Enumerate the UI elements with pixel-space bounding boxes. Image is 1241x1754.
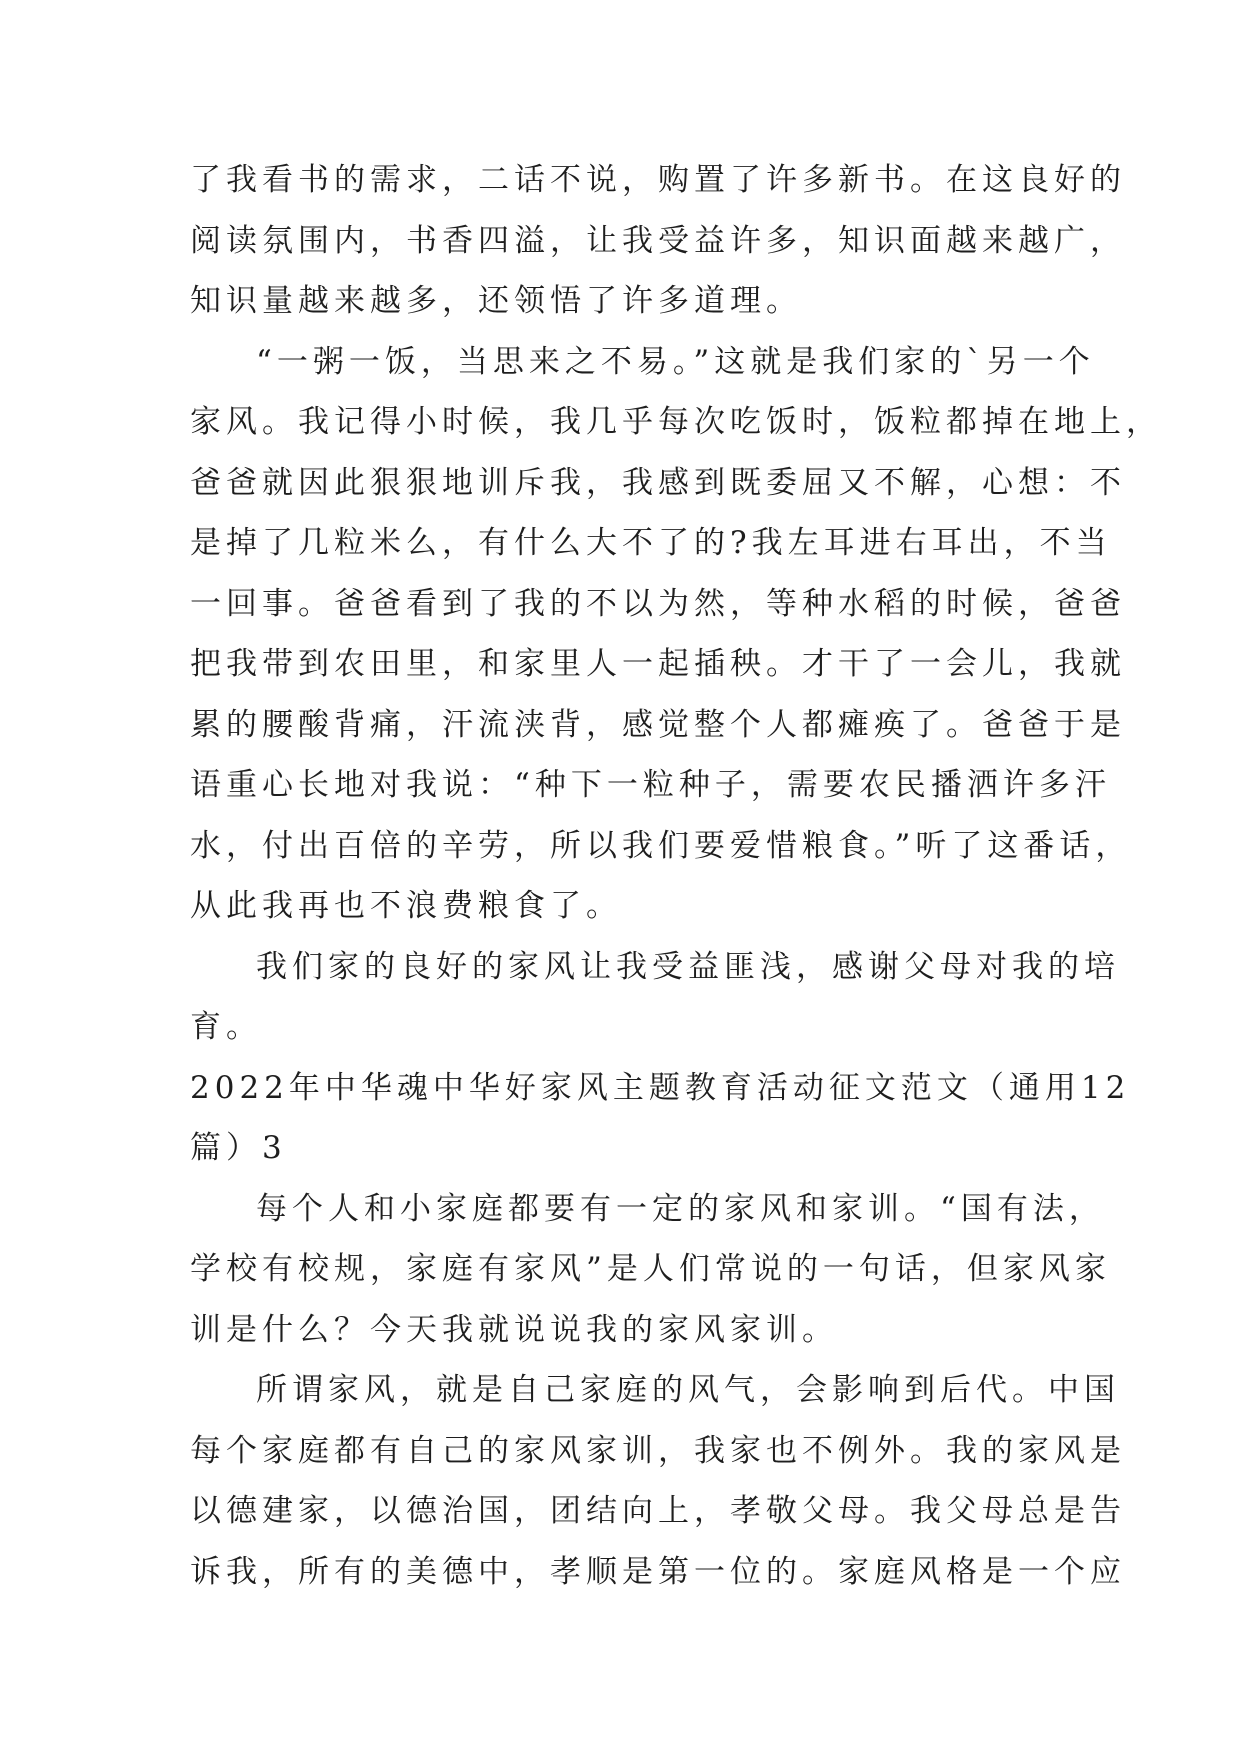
text-line: 水，付出百倍的辛劳，所以我们要爱惜粮食。”听了这番话，: [190, 827, 1132, 864]
text-line: 育。: [190, 1009, 262, 1045]
document-body: [190, 150, 1162, 1602]
text-line: 累的腰酸背痛，汗流浃背，感觉整个人都瘫痪了。爸爸于是: [190, 706, 1126, 743]
text-line: 语重心长地对我说：“种下一粒种子，需要农民播洒许多汗: [190, 767, 1111, 803]
text-line: 学校有校规，家庭有家风”是人们常说的一句话，但家风家: [190, 1251, 1111, 1287]
text-line: 爸爸就因此狠狠地训斥我，我感到既委屈又不解，心想：不: [190, 464, 1126, 501]
text-line: 诉我，所有的美德中，孝顺是第一位的。家庭风格是一个应: [190, 1553, 1126, 1590]
text-line: 阅读氛围内，书香四溢，让我受益许多，知识面越来越广，: [190, 222, 1126, 259]
section-heading-line: 2022年中华魂中华好家风主题教育活动征文范文（通用12: [190, 1069, 1131, 1106]
text-line: 所谓家风，就是自己家庭的风气，会影响到后代。中国: [256, 1372, 1120, 1408]
text-line: 每个人和小家庭都要有一定的家风和家训。“国有法，: [256, 1190, 1105, 1227]
text-line: 训是什么？今天我就说说我的家风家训。: [190, 1311, 838, 1348]
text-line: 以德建家，以德治国，团结向上，孝敬父母。我父母总是告: [190, 1493, 1126, 1529]
text-line: 家风。我记得小时候，我几乎每次吃饭时，饭粒都掉在地上，: [190, 404, 1162, 440]
text-line: 一回事。爸爸看到了我的不以为然，等种水稻的时候，爸爸: [190, 585, 1126, 622]
text-line: 把我带到农田里，和家里人一起插秧。才干了一会儿，我就: [190, 646, 1126, 682]
section-heading-line: 篇）3: [190, 1130, 287, 1166]
text-line: 我们家的良好的家风让我受益匪浅，感谢父母对我的培: [256, 948, 1120, 985]
text-line: “一粥一饭，当思来之不易。”这就是我们家的`另一个: [256, 343, 1095, 380]
text-line: 是掉了几粒米么，有什么大不了的?我左耳进右耳出，不当: [190, 525, 1112, 561]
text-line: 了我看书的需求，二话不说，购置了许多新书。在这良好的: [190, 162, 1126, 198]
text-line: 每个家庭都有自己的家风家训，我家也不例外。我的家风是: [190, 1432, 1126, 1469]
text-line: 从此我再也不浪费粮食了。: [190, 888, 622, 924]
text-line: 知识量越来越多，还领悟了许多道理。: [190, 283, 802, 319]
